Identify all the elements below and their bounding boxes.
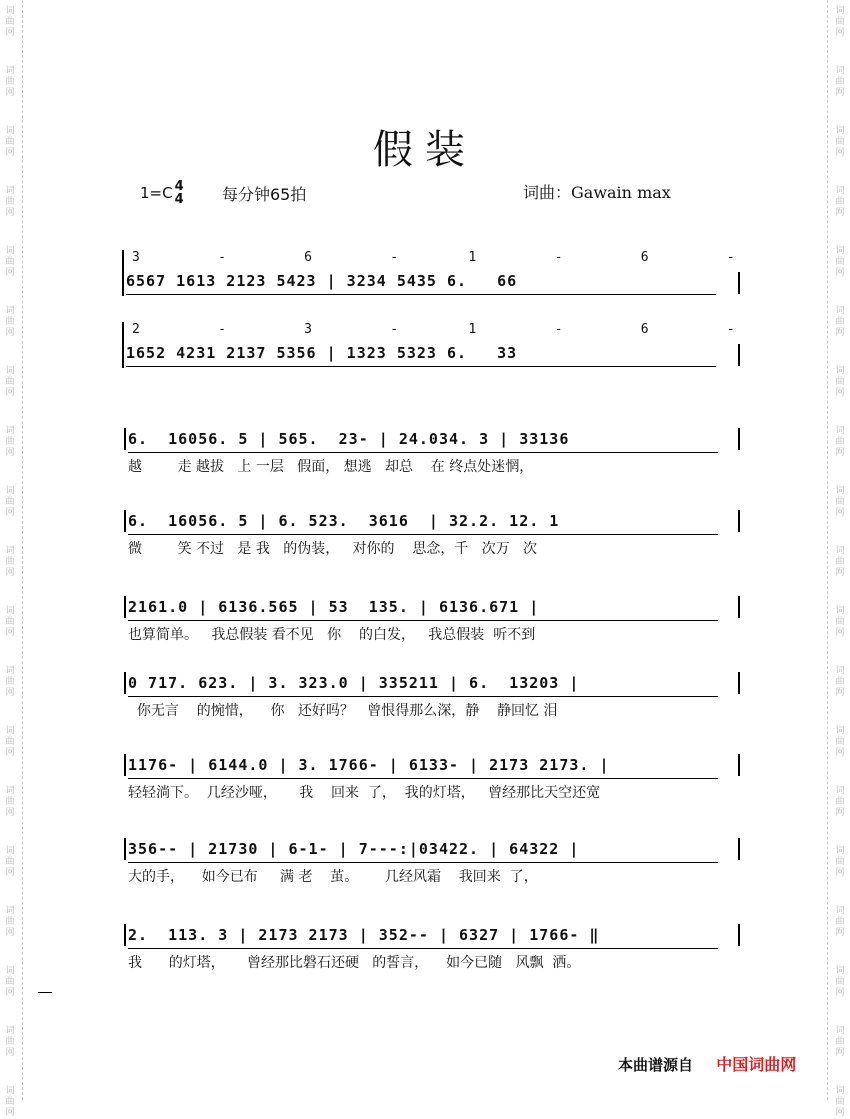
bar-line <box>738 672 740 694</box>
footer <box>618 1052 796 1075</box>
watermark-text: 词 曲 网 <box>835 66 845 98</box>
watermark-text: 词 曲 网 <box>835 1026 845 1058</box>
watermark-text: 词 曲 网 <box>835 906 845 938</box>
watermark-text: 词 曲 网 <box>5 186 15 218</box>
watermark-text: 词 曲 网 <box>5 1026 15 1058</box>
bar-line <box>122 322 124 368</box>
notation-line: 2. 113. 3 | 2173 2173 | 352-- | 6327 | 1766- ‖ <box>128 926 600 944</box>
watermark-text: 词 曲 网 <box>835 486 845 518</box>
bar-line <box>124 428 126 450</box>
bar-line <box>124 754 126 776</box>
watermark-text: 词 曲 网 <box>5 66 15 98</box>
music-system <box>0 428 850 518</box>
lyrics-line: 微 笑 不过 是 我 的伪装， 对你的 思念，千 次万 次 <box>128 541 538 557</box>
watermark-text: 词 曲 网 <box>835 306 845 338</box>
lyrics-line: 我 的灯塔， 曾经那比磐石还硬 的誓言， 如今已随 风飘 洒。 <box>128 955 581 971</box>
chord-line: 3 - 6 - 1 - 6 - <box>132 250 735 265</box>
bar-line <box>124 510 126 532</box>
lyrics-line: 轻轻淌下。 几经沙哑， 我 回来 了， 我的灯塔， 曾经那比天空还宽 <box>128 785 601 801</box>
watermark-text: 词 曲 网 <box>835 966 845 998</box>
watermark-text: 词 曲 网 <box>5 906 15 938</box>
watermark-text: 词 曲 网 <box>5 546 15 578</box>
footer-source: 本曲谱源自 <box>618 1056 694 1074</box>
footer-brand[interactable]: 中国词曲网 <box>716 1055 797 1074</box>
chord-line: 2 - 3 - 1 - 6 - <box>132 322 735 337</box>
bar-line <box>124 596 126 618</box>
underline <box>128 948 718 949</box>
notation-line: 1176- | 6144.0 | 3. 1766- | 6133- | 2173 2173. | <box>128 756 610 774</box>
watermark-text: 词 曲 网 <box>5 426 15 458</box>
tempo: 每分钟65拍 <box>222 185 307 204</box>
key-signature <box>140 180 184 206</box>
watermark-text: 词 曲 网 <box>835 186 845 218</box>
underline <box>128 862 718 863</box>
watermark-text: 词 曲 网 <box>5 846 15 878</box>
notation-line: 6. 16056. 5 | 565. 23- | 24.034. 3 | 33136 <box>128 430 570 448</box>
bar-line <box>738 924 740 946</box>
watermark-text: 词 曲 网 <box>5 6 15 38</box>
music-system <box>0 672 850 762</box>
notation-line: 1652 4231 2137 5356 | 1323 5323 6. 33 <box>126 344 518 362</box>
notation-line: 0 717. 623. | 3. 323.0 | 335211 | 6. 13203 | <box>128 674 580 692</box>
underline <box>128 696 718 697</box>
bar-line <box>124 672 126 694</box>
watermark-text: 词 曲 网 <box>5 126 15 158</box>
music-system <box>0 510 850 600</box>
music-system <box>0 838 850 928</box>
lyrics-line: 大的手， 如今已布 满 老 茧。 几经风霜 我回来 了， <box>128 869 538 885</box>
underline <box>128 452 718 453</box>
music-system <box>0 924 850 1014</box>
time-signature-top: 4 <box>174 179 184 194</box>
underline <box>126 294 716 295</box>
bar-line <box>738 754 740 776</box>
music-system <box>0 318 850 408</box>
bar-line <box>122 250 124 296</box>
watermark-text: 词 曲 网 <box>835 1086 845 1118</box>
bar-line <box>124 838 126 860</box>
watermark-text: 词 曲 网 <box>835 666 845 698</box>
time-signature-bottom: 4 <box>174 192 184 207</box>
composer: 词曲：Gawain max <box>523 183 671 202</box>
song-title: 假装 <box>373 127 477 173</box>
lyrics-line: 越 走 越拔 上 一层 假面， 想逃 却总 在 终点处迷惘， <box>128 459 534 475</box>
underline <box>128 620 718 621</box>
watermark-text: 词 曲 网 <box>835 366 845 398</box>
watermark-text: 词 曲 网 <box>5 786 15 818</box>
watermark-text: 词 曲 网 <box>5 966 15 998</box>
watermark-text: 词 曲 网 <box>5 306 15 338</box>
watermark-text: 词 曲 网 <box>835 606 845 638</box>
music-system <box>0 754 850 844</box>
watermark-text: 词 曲 网 <box>835 846 845 878</box>
bar-line <box>124 924 126 946</box>
watermark-text: 词 曲 网 <box>5 1086 15 1118</box>
bar-line <box>738 272 740 294</box>
bar-line <box>738 344 740 366</box>
watermark-text: 词 曲 网 <box>5 486 15 518</box>
watermark-text: 词 曲 网 <box>835 6 845 38</box>
underline <box>126 366 716 367</box>
underline <box>128 534 718 535</box>
lyrics-line: 也算简单。 我总假装 看不见 你 的白发， 我总假装 听不到 <box>128 627 536 643</box>
bar-line <box>738 510 740 532</box>
bar-line <box>738 428 740 450</box>
bar-line <box>738 838 740 860</box>
notation-line: 356-- | 21730 | 6-1- | 7---:|03422. | 64322 | <box>128 840 580 858</box>
watermark-text: 词 曲 网 <box>5 726 15 758</box>
lyrics-line: 你无言 的惋惜， 你 还好吗？ 曾恨得那么深，静 静回忆 泪 <box>128 703 558 719</box>
watermark-text: 词 曲 网 <box>5 666 15 698</box>
key-label: 1=C <box>140 184 173 202</box>
underline <box>128 778 718 779</box>
watermark-text: 词 曲 网 <box>835 786 845 818</box>
watermark-text: 词 曲 网 <box>835 426 845 458</box>
bar-line <box>738 596 740 618</box>
watermark-text: 词 曲 网 <box>5 606 15 638</box>
watermark-text: 词 曲 网 <box>5 246 15 278</box>
watermark-text: 词 曲 网 <box>835 246 845 278</box>
watermark-text: 词 曲 网 <box>5 366 15 398</box>
watermark-text: 词 曲 网 <box>835 726 845 758</box>
notation-line: 6567 1613 2123 5423 | 3234 5435 6. 66 <box>126 272 518 290</box>
watermark-text: 词 曲 网 <box>835 126 845 158</box>
notation-line: 6. 16056. 5 | 6. 523. 3616 | 32.2. 12. 1 <box>128 512 560 530</box>
time-signature <box>175 180 184 206</box>
watermark-text: 词 曲 网 <box>835 546 845 578</box>
notation-line: 2161.0 | 6136.565 | 53 135. | 6136.671 | <box>128 598 540 616</box>
margin-dash <box>38 992 52 993</box>
